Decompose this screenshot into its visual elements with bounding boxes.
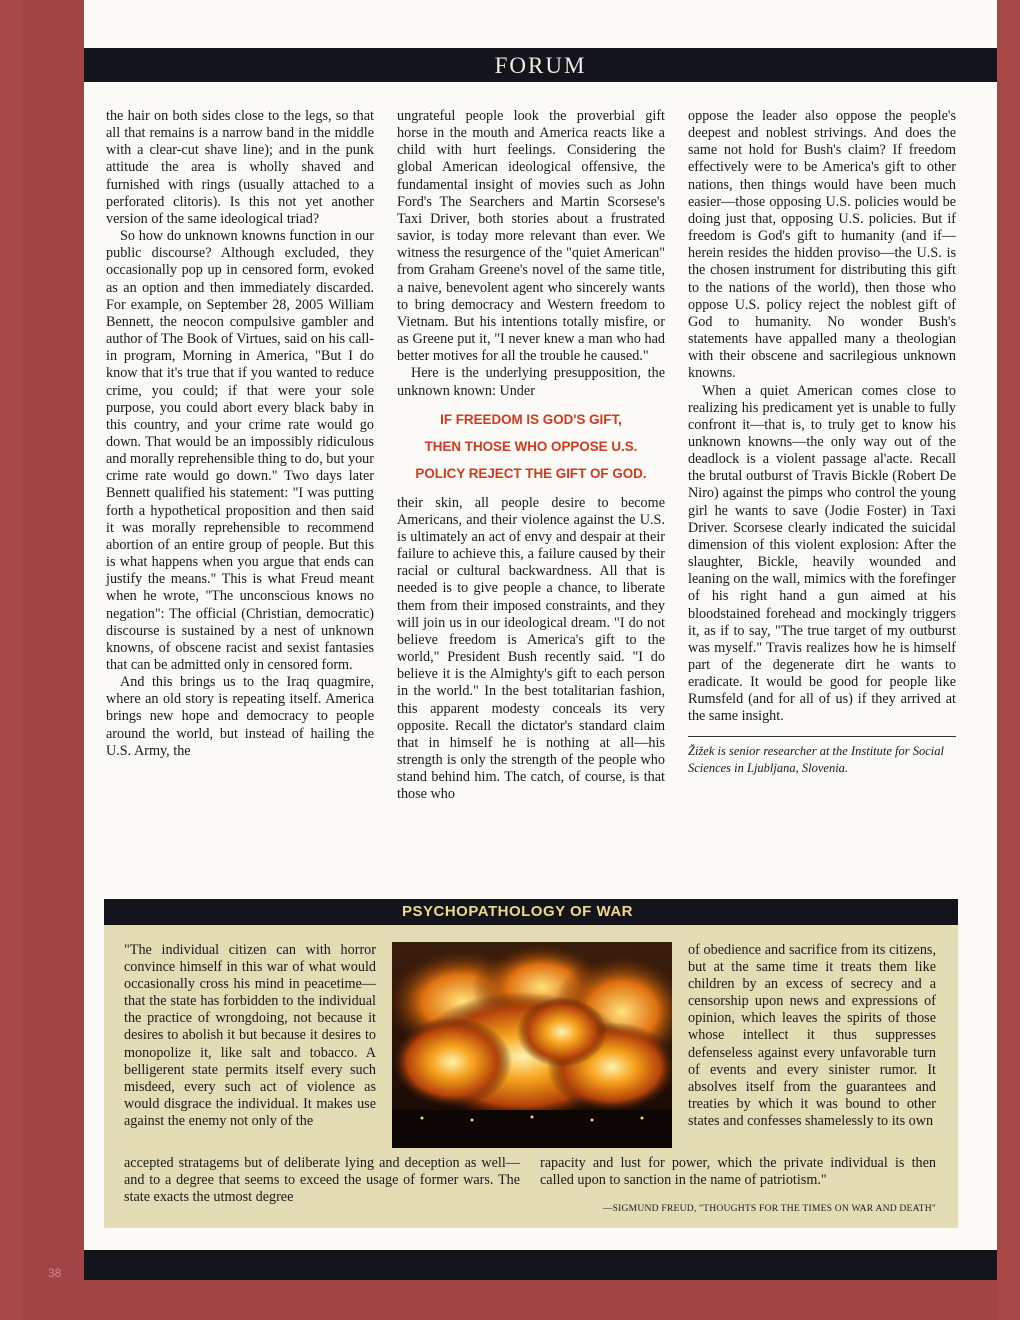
sidebar-citation: —SIGMUND FREUD, "THOUGHTS FOR THE TIMES ON WAR AND DEATH" bbox=[602, 1203, 936, 1214]
pull-quote-line: THEN THOSE WHO OPPOSE U.S. bbox=[424, 438, 638, 454]
sidebar-text-bottom-right: rapacity and lust for power, which the private individual is then called upon to sanction in the name of patriotism." bbox=[540, 1155, 936, 1189]
article-column-3 bbox=[688, 108, 956, 777]
sidebar-text-bottom-left: accepted stratagems but of deliberate lying and deception as well—and to a degree that seems to exceed the usage of former wars. The state exacts the utmost degree bbox=[124, 1155, 520, 1206]
pull-quote bbox=[397, 406, 665, 487]
divider bbox=[688, 736, 956, 737]
paragraph: ungrateful people look the proverbial gift horse in the mouth and America reacts like a child with hurt feelings. Considering the global American ideological offensive, the fundamental insight of movies such as John Ford's The Searchers and Martin Scorsese's Taxi Driver, both stories about a frustrated savior, is today more relevant than ever. We witness the resurgence of the "quiet American" from Graham Greene's novel of the same title, a naive, benevolent agent who sincerely wants to bring democracy and Western freedom to Vietnam. But his intentions totally misfire, or as Greene put it, "I never knew a man who had better motives for all the trouble he caused." bbox=[397, 108, 665, 365]
sidebar-title: PSYCHOPATHOLOGY OF WAR bbox=[402, 903, 634, 920]
paragraph: When a quiet American comes close to realizing his predicament yet is unable to fully confront it—that is, to truly get to know his unknown knowns—the only way out of the deadlock is a violent passage al'acte. Recall the brutal outburst of Travis Bickle (Robert De Niro) against the pimps who control the young girl he wants to save (Jodie Foster) in Taxi Driver. Scorsese clearly indicated the suicidal dimension of this violent explosion: After the slaughter, Bickle, heavily wounded and leaning on the wall, mimics with the forefinger of his right hand a gun aimed at his bloodstained forehead and mockingly triggers it, as if to say, "The true target of my outburst was myself." Travis realizes how he is himself part of the degenerate dirt he wants to eradicate. It would be good for people like Rumsfeld (and for all of us) if they arrived at the same insight. bbox=[688, 382, 956, 725]
article-column-1 bbox=[106, 108, 374, 760]
sidebar-text-left: "The individual citizen can with horror convince himself in this war of what would occasionally cross his mind in peacetime—that the state has forbidden to the individual the practice of wrongdoing, not because it desires to abolish it but because it desires to monopolize it, like salt and tobacco. A belligerent state permits itself every such misdeed, every such act of violence as would disgrace the individual. It makes use against the enemy not only of the bbox=[124, 942, 376, 1129]
section-title: FORUM bbox=[494, 53, 587, 78]
sidebar-text-right: of obedience and sacrifice from its citizens, but at the same time it treats them like children by an excess of secrecy and a censorship upon news and expressions of opinion, which leaves the spirits of those whose intellect it thus suppresses defenseless against every unfavorable turn of events and every sinister rumor. It absolves itself from the guarantees and treaties by which it was bound to other states and confesses shamelessly to its own bbox=[688, 942, 936, 1129]
footer-bar bbox=[84, 1250, 997, 1280]
paragraph: the hair on both sides close to the legs, so that all that remains is a narrow band in the middle with a clear-cut shave line); and in the punk attitude the area is wholly shaved and furnished with rings (usually attached to a perforated clitoris). Is this not yet another version of the same ideological triad? bbox=[106, 108, 374, 227]
pull-quote-line: IF FREEDOM IS GOD'S GIFT, bbox=[440, 411, 622, 427]
article-column-2 bbox=[397, 108, 665, 803]
paragraph: So how do unknown knowns function in our public discourse? Although excluded, they occasionally pop up in censored form, evoked as an option and then immediately discarded. For example, on September 28, 2005 William Bennett, the neocon compulsive gambler and author of The Book of Virtues, said on his call-in program, Morning in America, "But I do know that it's true that if you wanted to reduce crime, you could; if that were your sole purpose, you could abort every black baby in this country, and your crime rate would go down. That would be an impossibly ridiculous and morally reprehensible thing to do, but your crime rate would go down." Two days later Bennett qualified his statement: "I was putting forth a hypothetical proposition and then said it was morally reprehensible to recommend abortion of an entire group of people. But this is what happens when you argue that ends can justify the means." This is what Freud meant when he wrote, "The unconscious knows no negation": The official (Christian, democratic) discourse is sustained by a nest of unknown knowns, of obscene racist and sexist fantasies that can be admitted only in censored form. bbox=[106, 228, 374, 673]
paragraph: And this brings us to the Iraq quagmire, where an old story is repeating itself. America brings new hope and democracy to people around the world, but instead of hailing the U.S. Army, the bbox=[106, 674, 374, 759]
sidebar-box bbox=[104, 899, 958, 1228]
paragraph: their skin, all people desire to become Americans, and their violence against the U.S. is ultimately an act of envy and despair at their failure to achieve this, a failure caused by their racial or cultural backwardness. All that is needed is to give people a chance, to liberate them from their imposed constraints, and they will join us in our ideological dream. "I do not believe freedom is America's gift to the world," President Bush recently said. "I do believe it is the Almighty's gift to each person in the world." In the best totalitarian fashion, this apparent modesty conceals its very opposite. Recall the dictator's standard claim that in himself he is nothing at all—his strength is only the strength of the people who stand behind him. The catch, of course, is that those who bbox=[397, 494, 665, 803]
section-header bbox=[84, 48, 997, 82]
author-bio: Žižek is senior researcher at the Institute for Social Sciences in Ljubljana, Slovenia. bbox=[688, 743, 944, 775]
paragraph: Here is the underlying presupposition, the unknown known: Under bbox=[397, 365, 665, 399]
pull-quote-line: POLICY REJECT THE GIFT OF GOD. bbox=[415, 465, 647, 481]
page-number: 38 bbox=[48, 1266, 62, 1280]
sidebar-header bbox=[104, 899, 958, 925]
fire-explosion-photo bbox=[392, 942, 672, 1148]
paragraph: oppose the leader also oppose the people's deepest and noblest strivings. And does the same not hold for Bush's claim? If freedom effectively were to be America's gift to other nations, then things would have been much easier—those opposing U.S. policies would be doing just that, opposing U.S. policies. But if freedom is God's gift to humanity (and if—herein resides the hidden proviso—the U.S. is the chosen instrument for distributing this gift to the nations of the world), then those who oppose U.S. policy reject the noblest gift of God to humanity. No wonder Bush's statements have appalled many a theologian with their obscene and sacrilegious unknown knowns. bbox=[688, 108, 956, 382]
